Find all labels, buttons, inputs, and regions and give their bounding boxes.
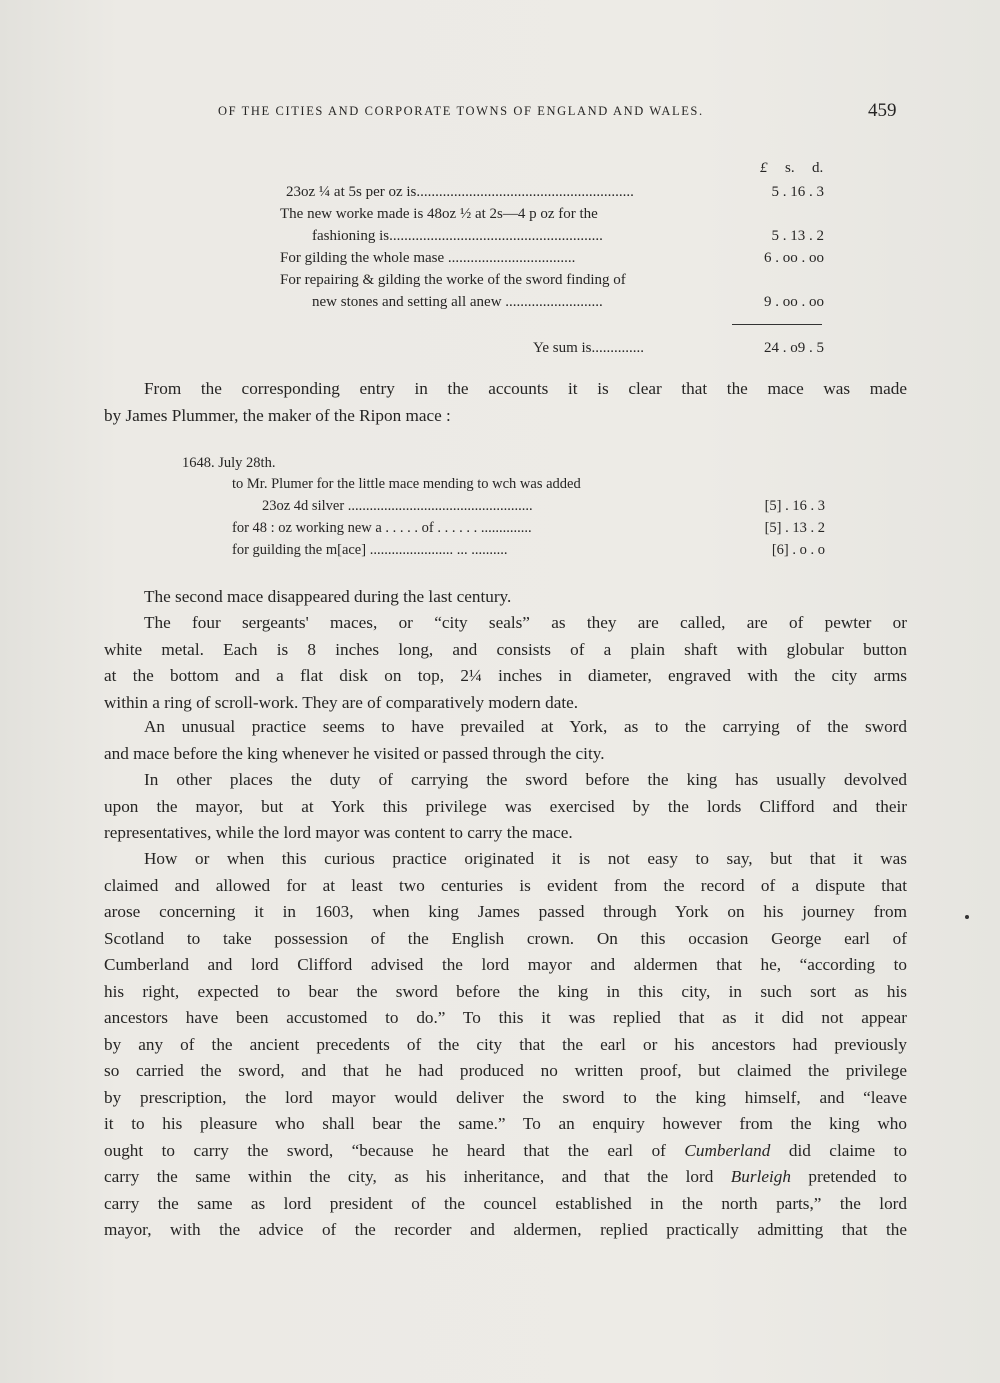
text-line: mayor, with the advice of the recorder and aldermen, replied practically admitting that the xyxy=(104,1220,907,1239)
intro-paragraph xyxy=(104,376,907,429)
text-line: his right, expected to bear the sword before the king in this city, in such sort as his xyxy=(104,981,907,1001)
text-line: by any of the ancient precedents of the city that the earl or his ancestors had previously xyxy=(104,1034,907,1054)
text-line: white metal. Each is 8 inches long, and consists of a plain shaft with globular button xyxy=(104,639,907,659)
account-amount: 9 . oo . oo xyxy=(764,294,824,310)
text-line: ancestors have been accustomed to do.” To this it was replied that as it did not appear xyxy=(104,1008,907,1027)
text-line: claimed and allowed for at least two centuries is evident from the record of a dispute that xyxy=(104,875,907,895)
text-line: From the corresponding entry in the accounts it is clear that the mace was made xyxy=(144,379,907,398)
account-row xyxy=(270,206,830,228)
pounds-header: £ xyxy=(760,160,768,176)
text-line: Scotland to take possession of the English crown. On this occasion George earl of xyxy=(104,928,907,948)
text-run: ought to carry the sword, “because he heard that the earl of xyxy=(104,1140,685,1160)
entry-date: 1648. July 28th. xyxy=(182,455,276,471)
text-line: representatives, while the lord mayor was content to carry the mace. xyxy=(104,823,573,842)
ink-speck xyxy=(965,915,969,919)
text-run: pretended to xyxy=(790,1167,907,1186)
paragraph xyxy=(104,714,907,767)
account-row xyxy=(270,294,830,316)
paragraph xyxy=(104,610,907,716)
account-label: fashioning is......................................................... xyxy=(312,228,603,244)
text-line xyxy=(104,1138,907,1165)
italic-name: Cumberland xyxy=(684,1140,771,1160)
account-row xyxy=(270,228,830,250)
account-sum-amount: 24 . o9 . 5 xyxy=(764,340,824,356)
text-line: carry the same as lord president of the councel established in the north parts,” the lord xyxy=(104,1193,907,1213)
account-label: The new worke made is 48oz ½ at 2s—4 p oz for the xyxy=(280,206,598,222)
text-run: carry the same within the city, as his inheritance, and that the lord xyxy=(104,1167,731,1186)
text-line: and mace before the king whenever he visited or passed through the city. xyxy=(104,743,605,763)
entry-line: to Mr. Plumer for the little mace mending to wch was added xyxy=(232,476,581,492)
text-line: The second mace disappeared during the last century. xyxy=(144,587,512,606)
text-line: it to his pleasure who shall bear the same.” To an enquiry however from the king who xyxy=(104,1114,907,1133)
paragraph xyxy=(104,767,907,847)
account-label: new stones and setting all anew .......................... xyxy=(312,294,603,310)
text-run: did claime to xyxy=(770,1140,907,1160)
entry-amount: [5] . 13 . 2 xyxy=(764,520,825,536)
entry-line: for guilding the m[ace] ....................... ... .......... xyxy=(232,542,508,558)
account-label: 23oz ¼ at 5s per oz is.......................................................... xyxy=(286,184,634,200)
italic-name: Burleigh xyxy=(730,1167,791,1186)
shillings-header: s. xyxy=(785,160,795,176)
account-row xyxy=(270,250,830,272)
text-line: at the bottom and a flat disk on top, 2¼ inches in diameter, engraved with the city arms xyxy=(104,666,907,685)
account-amount: 6 . oo . oo xyxy=(764,250,824,266)
running-head: OF THE CITIES AND CORPORATE TOWNS OF ENGLAND AND WALES. xyxy=(218,104,704,118)
text-line: How or when this curious practice originated it is not easy to say, but that it was xyxy=(144,849,907,868)
account-sum-row xyxy=(270,340,830,362)
account-row xyxy=(270,184,830,206)
account-row xyxy=(270,272,830,294)
account-label: For gilding the whole mase .................................. xyxy=(280,250,576,266)
account-amount: 5 . 16 . 3 xyxy=(771,184,824,200)
text-line: upon the mayor, but at York this privilege was exercised by the lords Clifford and their xyxy=(104,796,907,816)
text-line: In other places the duty of carrying the sword before the king has usually devolved xyxy=(144,770,907,789)
entry-line: 23oz 4d silver ................................................... xyxy=(262,498,533,514)
text-line: within a ring of scroll-work. They are of comparatively modern date. xyxy=(104,692,579,712)
page-number: 459 xyxy=(868,100,897,121)
account-amount: 5 . 13 . 2 xyxy=(771,228,824,244)
text-line: Cumberland and lord Clifford advised the lord mayor and aldermen that he, “according to xyxy=(104,955,907,974)
text-line: arose concerning it in 1603, when king James passed through York on his journey from xyxy=(104,902,907,921)
paragraph xyxy=(104,584,907,611)
text-line: by prescription, the lord mayor would deliver the sword to the king himself, and “leave xyxy=(104,1087,907,1107)
paragraph xyxy=(104,846,907,1244)
account-label: For repairing & gilding the worke of the sword finding of xyxy=(280,272,626,288)
pence-header: d. xyxy=(812,160,824,176)
entry-line: for 48 : oz working new a . . . . . of . . . . . . .............. xyxy=(232,520,532,536)
entry-amount: [6] . o . o xyxy=(771,542,825,558)
sum-rule xyxy=(732,324,822,325)
text-line xyxy=(104,1164,907,1191)
account-sum-label: Ye sum is.............. xyxy=(533,340,644,356)
text-line: so carried the sword, and that he had produced no written proof, but claimed the privilege xyxy=(104,1061,907,1080)
text-line: by James Plummer, the maker of the Ripon mace : xyxy=(104,405,451,425)
text-line: An unusual practice seems to have prevailed at York, as to the carrying of the sword xyxy=(144,717,907,736)
text-line: The four sergeants' maces, or “city seals” as they are called, are of pewter or xyxy=(144,613,907,632)
entry-amount: [5] . 16 . 3 xyxy=(764,498,825,514)
